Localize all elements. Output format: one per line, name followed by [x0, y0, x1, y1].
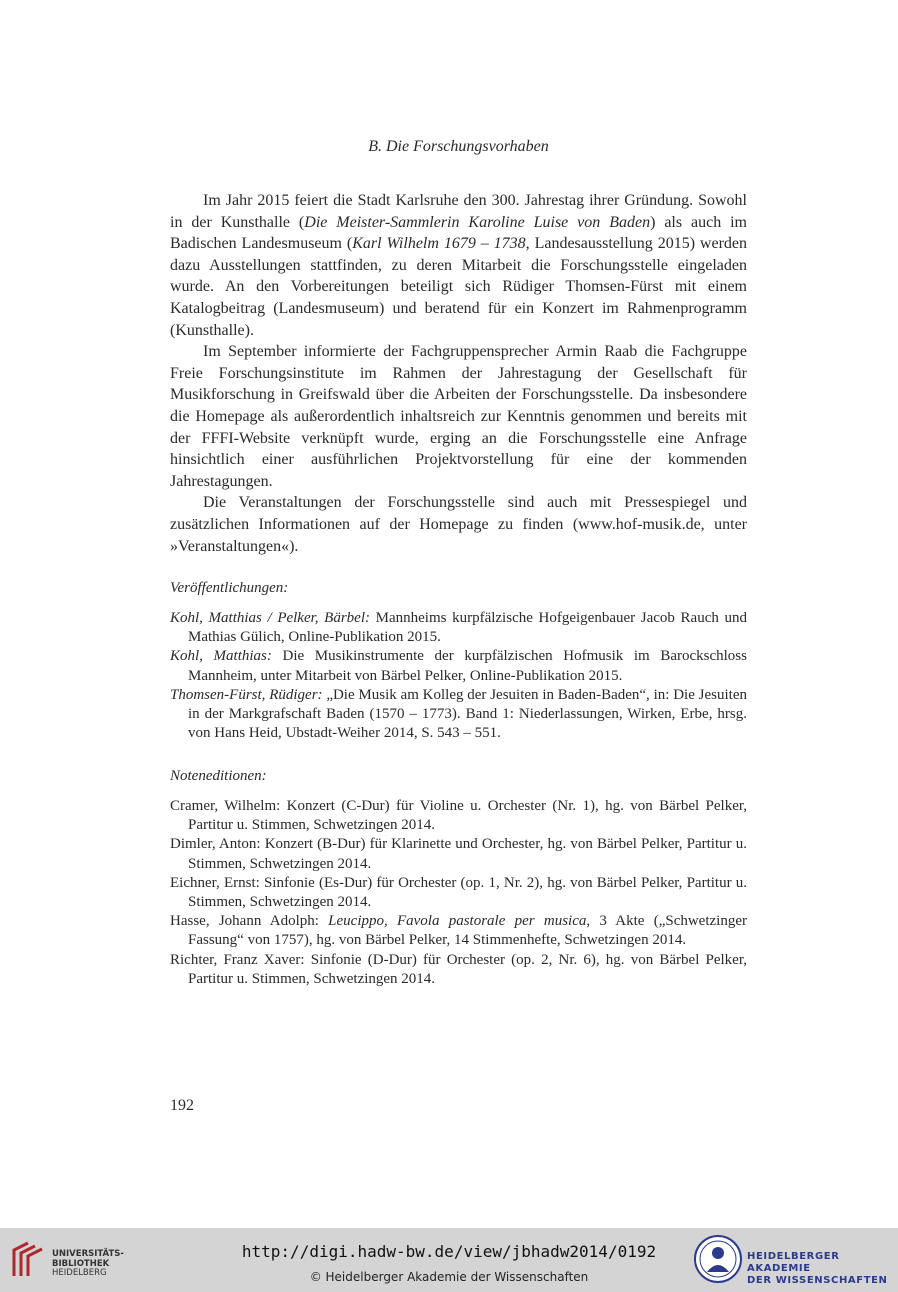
- italic-text: Kohl, Matthias:: [170, 648, 272, 665]
- italic-text: Die Meister-Sammlerin Karoline Luise von Baden: [304, 213, 651, 231]
- running-head: B. Die Forschungsvorhaben: [368, 138, 549, 155]
- academy-seal-icon: [693, 1234, 743, 1284]
- text-run: Im September informierte der Fachgruppensprecher Armin Raab die Fachgruppe Freie Forschungsinstitute im Rahmen der Jahrestagung der Gesellschaft für Musikforschung in Greifswald über die Arbeiten der Forschungsstelle. Da insbesondere die Homepage als außerordentlich inhaltsreich zur Kenntnis genommen und bereits mit der FFFI-Website verknüpft wurde, erging an die Forschungsstelle eine Anfrage hinsichtlich einer ausführlichen Projektvorstellung für eine der kommenden Jahrestagungen.: [170, 343, 747, 490]
- text-run: Eichner, Ernst: Sinfonie (Es-Dur) für Orchester (op. 1, Nr. 2), hg. von Bärbel Pelker, Partitur u. Stimmen, Schwetzingen 2014.: [170, 874, 747, 911]
- copyright-notice: © Heidelberger Akademie der Wissenschaften: [309, 1270, 589, 1284]
- paragraph: [170, 341, 747, 492]
- italic-text: Leucippo, Favola pastorale per musica: [328, 913, 587, 930]
- text-run: Die Veranstaltungen der Forschungsstelle sind auch mit Pressespiegel und zusätzlichen Informationen auf der Homepage zu finden (www.hof-musik.de, unter »Veranstaltungen«).: [170, 494, 747, 555]
- publications-list: [170, 609, 747, 743]
- editions-heading: Noteneditionen:: [170, 768, 267, 784]
- academy-line: HEIDELBERGER AKADEMIE: [747, 1251, 840, 1274]
- body-text: [170, 190, 747, 557]
- text-run: Dimler, Anton: Konzert (B-Dur) für Klarinette und Orchester, hg. von Bärbel Pelker, Partitur u. Stimmen, Schwetzingen 2014.: [170, 836, 747, 872]
- italic-text: Kohl, Matthias / Pelker, Bärbel:: [170, 610, 370, 626]
- edition-entry: [170, 912, 747, 950]
- publication-entry: [170, 647, 747, 685]
- text-run: Im Jahr 2015 feiert die Stadt Karlsruhe den 300. Jahrestag ihrer Gründung. Sowohl in der Kunsthalle (: [170, 192, 747, 231]
- text-run: ) als auch im Badischen Landesmuseum (: [170, 213, 748, 253]
- page-number: 192: [170, 1097, 194, 1114]
- publication-entry: [170, 686, 747, 744]
- paragraph: [170, 492, 747, 557]
- academy-logo[interactable]: [693, 1234, 893, 1288]
- editions-list: [170, 797, 747, 989]
- text-run: , 3 Akte („Schwetzinger Fassung“ von 1757), hg. von Bärbel Pelker, 14 Stimmenhefte, Schwetzingen 2014.: [188, 913, 747, 949]
- edition-entry: [170, 874, 747, 912]
- ub-line: BIBLIOTHEK: [52, 1258, 110, 1269]
- publication-entry: [170, 609, 747, 647]
- academy-name: [747, 1251, 893, 1287]
- text-run: „Die Musik am Kolleg der Jesuiten in Baden-Baden“, in: Die Jesuiten in der Markgrafschaft Baden (1570 – 1773). Band 1: Niederlassungen, Wirken, Erbe, hrsg. von Hans Heid, Ubstadt-Weiher 2014, S. 543 – 551.: [188, 686, 747, 742]
- text-run: Richter, Franz Xaver: Sinfonie (D-Dur) für Orchester (op. 2, Nr. 6), hg. von Bärbel Pelker, Partitur u. Stimmen, Schwetzingen 2014.: [170, 951, 747, 987]
- viewer-footer: [0, 1228, 898, 1292]
- text-run: Mannheims kurpfälzische Hofgeigenbauer Jacob Rauch und Mathias Gülich, Online-Publikation 2015.: [188, 610, 747, 646]
- italic-text: Thomsen-Fürst, Rüdiger:: [170, 686, 323, 703]
- edition-entry: [170, 835, 747, 873]
- ub-line: UNIVERSITÄTS-: [52, 1249, 124, 1259]
- paragraph: [170, 190, 747, 341]
- text-run: Cramer, Wilhelm: Konzert (C-Dur) für Violine u. Orchester (Nr. 1), hg. von Bärbel Pelker, Partitur u. Stimmen, Schwetzingen 2014.: [170, 798, 747, 834]
- edition-entry: [170, 797, 747, 835]
- permalink-url[interactable]: http://digi.hadw-bw.de/view/jbhadw2014/0192: [241, 1242, 657, 1261]
- text-run: Die Musikinstrumente der kurpfälzischen Hofmusik im Barockschloss Mannheim, unter Mitarbeit von Bärbel Pelker, Online-Publikation 2015.: [188, 648, 747, 684]
- edition-entry: [170, 951, 747, 989]
- publications-heading: Veröffentlichungen:: [170, 580, 289, 596]
- text-run: , Landesausstellung 2015) werden dazu Ausstellungen stattfinden, zu deren Mitarbeit die Forschungsstelle eingeladen wurde. An den Vorbereitungen beteiligt sich Rüdiger Thomsen-Fürst mit einem Katalogbeitrag (Landesmuseum) und beratend für ein Konzert im Rahmenprogramm (Kunsthalle).: [170, 235, 748, 339]
- ub-line: HEIDELBERG: [52, 1268, 107, 1278]
- italic-text: Karl Wilhelm 1679 – 1738: [352, 235, 526, 253]
- text-run: Hasse, Johann Adolph:: [170, 913, 329, 930]
- academy-line: DER WISSENSCHAFTEN: [747, 1275, 888, 1286]
